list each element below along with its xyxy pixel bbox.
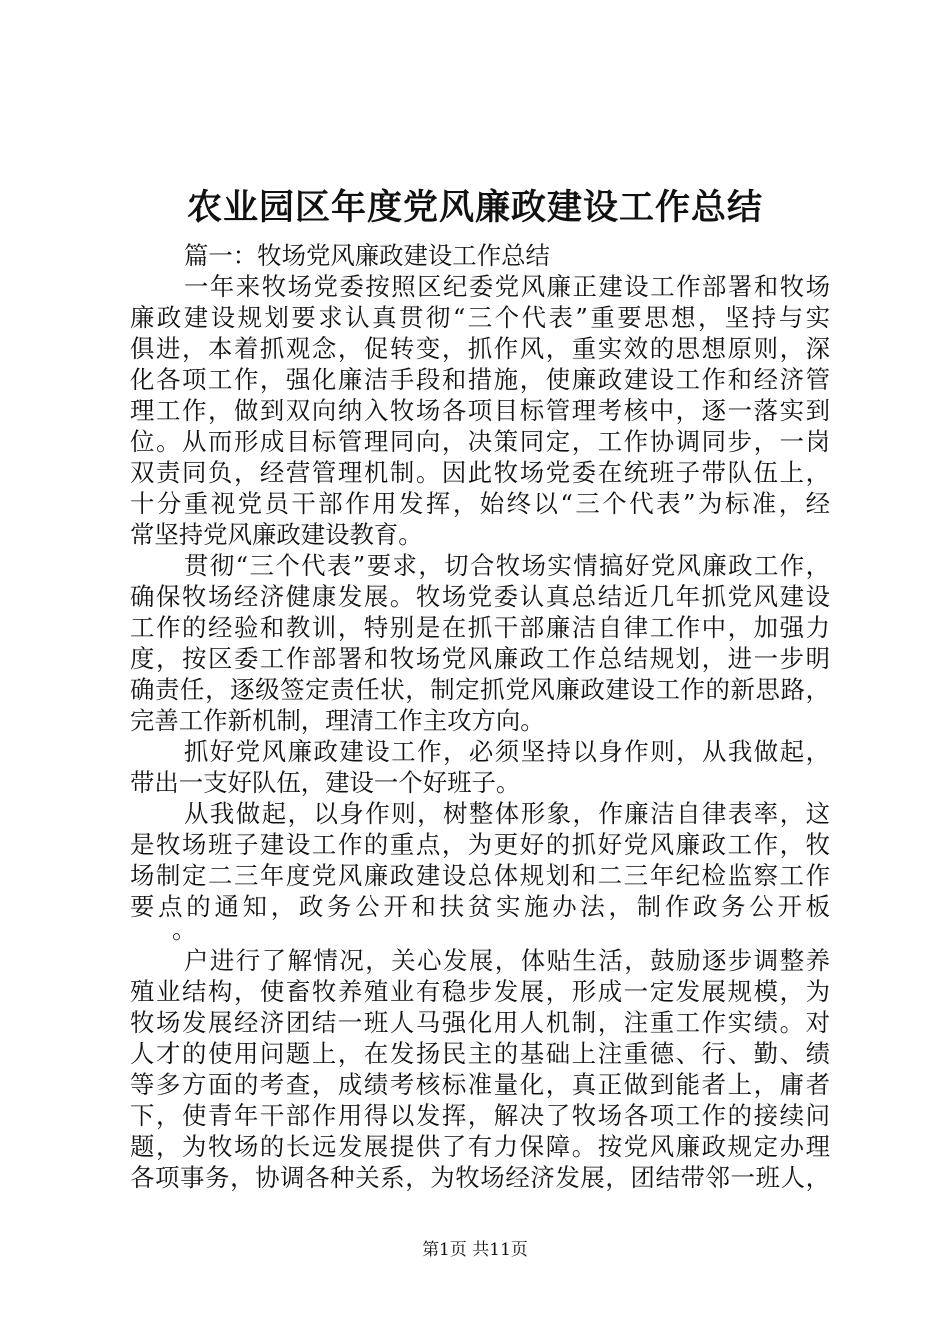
text-line: 牧场发展经济团结一班人马强化用人机制，注重工作实绩。对 (130, 1008, 832, 1037)
text-line: 化各项工作，强化廉洁手段和措施，使廉政建设工作和经济管 (130, 365, 832, 394)
text-line: 一年来牧场党委按照区纪委党风廉正建设工作部署和牧场 (184, 272, 832, 301)
text-line: 确保牧场经济健康发展。牧场党委认真总结近几年抓党风建设 (130, 582, 832, 611)
text-line: 抓好党风廉政建设工作，必须坚持以身作则，从我做起， (184, 737, 832, 766)
text-line: 理工作，做到双向纳入牧场各项目标管理考核中，逐一落实到 (130, 396, 832, 425)
text-line: 殖业结构，使畜牧养殖业有稳步发展，形成一定发展规模，为 (130, 977, 832, 1006)
text-line: 人才的使用问题上，在发扬民主的基础上注重德、行、勤、绩 (130, 1039, 832, 1068)
text-line: 。 (172, 915, 197, 944)
text-line: 完善工作新机制，理清工作主攻方向。 (130, 706, 545, 735)
text-line: 俱进，本着抓观念，促转变，抓作风，重实效的思想原则，深 (130, 334, 832, 363)
text-line: 从我做起，以身作则，树整体形象，作廉洁自律表率，这 (184, 799, 832, 828)
text-line: 要点的通知，政务公开和扶贫实施办法，制作政务公开板 (130, 892, 834, 921)
text-line: 各项事务，协调各种关系，为牧场经济发展，团结带邻一班人， (130, 1163, 831, 1192)
text-line: 常坚持党风廉政建设教育。 (130, 520, 423, 549)
text-line: 等多方面的考查，成绩考核标准量化，真正做到能者上，庸者 (130, 1070, 832, 1099)
text-line: 双责同负，经营管理机制。因此牧场党委在统班子带队伍上， (130, 458, 832, 487)
text-line: 度，按区委工作部署和牧场党风廉政工作总结规划，进一步明 (130, 644, 832, 673)
text-line: 确责任，逐级签定责任状，制定抓党风廉政建设工作的新思路， (130, 675, 831, 704)
text-line: 户进行了解情况，关心发展，体贴生活，鼓励逐步调整养 (184, 946, 832, 975)
text-line: 廉政建设规划要求认真贯彻“三个代表”重要思想，坚持与实 (130, 303, 833, 332)
text-line: 是牧场班子建设工作的重点，为更好的抓好党风廉政工作，牧 (130, 830, 832, 859)
text-line: 贯彻“三个代表”要求，切合牧场实情搞好党风廉政工作， (184, 551, 832, 580)
text-line: 下，使青年干部作用得以发挥，解决了牧场各项工作的接续问 (130, 1101, 832, 1130)
text-line: 带出一支好队伍，建设一个好班子。 (130, 768, 521, 797)
text-line: 场制定二三年度党风廉政建设总体规划和二三年纪检监察工作 (130, 861, 832, 890)
text-line: 题，为牧场的长远发展提供了有力保障。按党风廉政规定办理 (130, 1132, 832, 1161)
document-title: 农业园区年度党风廉政建设工作总结 (186, 187, 763, 228)
text-line: 工作的经验和教训，特别是在抓干部廉洁自律工作中，加强力 (130, 613, 832, 642)
page-footer: 第1页 共11页 (422, 1240, 528, 1260)
section-heading: 篇一：牧场党风廉政建设工作总结 (184, 241, 550, 270)
text-line: 位。从而形成目标管理同向，决策同定，工作协调同步，一岗 (130, 427, 832, 456)
text-line: 十分重视党员干部作用发挥，始终以“三个代表”为标准，经 (130, 489, 833, 518)
